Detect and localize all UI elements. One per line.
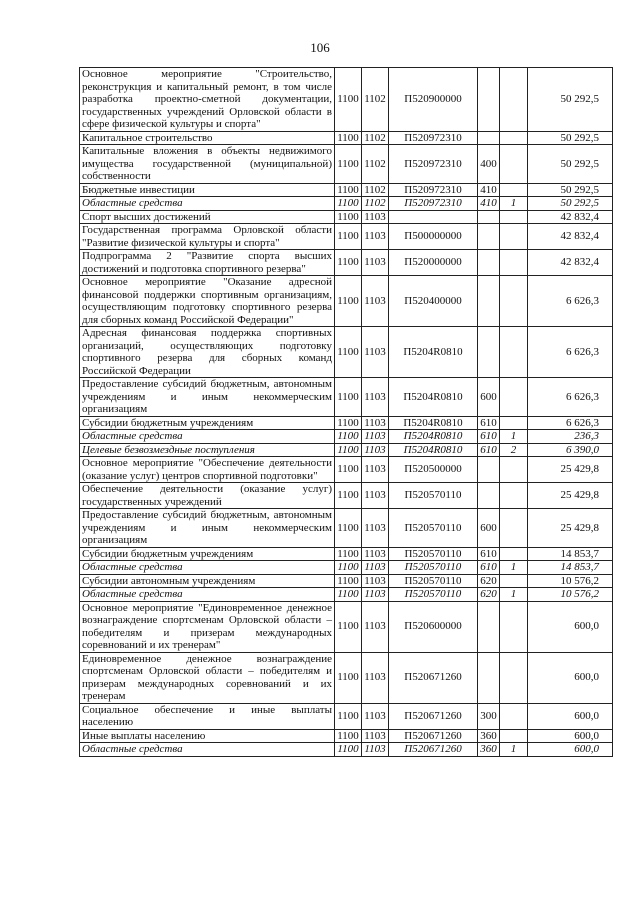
row-name: Государственная программа Орловской области "Развитие физической культуры и спорта" — [80, 224, 335, 250]
table-row — [80, 210, 613, 224]
row-name: Капитальные вложения в объекты недвижимого имущества государственной (муниципальной) собственности — [80, 145, 335, 184]
table-row — [80, 509, 613, 548]
amount: 14 853,7 — [528, 547, 613, 561]
subsection-code: 1103 — [362, 378, 389, 417]
section-code: 1100 — [335, 197, 362, 211]
expense-type-code: 410 — [478, 183, 500, 197]
target-article-code: П520570110 — [389, 561, 478, 575]
section-code: 1100 — [335, 547, 362, 561]
row-name: Основное мероприятие "Обеспечение деятельности (оказание услуг) центров спортивной подготовки" — [80, 457, 335, 483]
subsection-code: 1103 — [362, 703, 389, 729]
subsection-code: 1103 — [362, 210, 389, 224]
funding-source-code: 1 — [500, 430, 528, 444]
expense-type-code — [478, 250, 500, 276]
target-article-code: П520570110 — [389, 547, 478, 561]
amount: 6 626,3 — [528, 416, 613, 430]
expense-type-code — [478, 210, 500, 224]
table-row — [80, 457, 613, 483]
amount: 50 292,5 — [528, 183, 613, 197]
amount: 25 429,8 — [528, 509, 613, 548]
amount: 42 832,4 — [528, 210, 613, 224]
target-article-code: П520671260 — [389, 703, 478, 729]
expense-type-code — [478, 601, 500, 652]
amount: 10 576,2 — [528, 574, 613, 588]
section-code: 1100 — [335, 276, 362, 327]
section-code: 1100 — [335, 588, 362, 602]
table-row — [80, 416, 613, 430]
target-article-code: П520400000 — [389, 276, 478, 327]
section-code: 1100 — [335, 457, 362, 483]
table-row — [80, 561, 613, 575]
funding-source-code — [500, 224, 528, 250]
expense-type-code — [478, 652, 500, 703]
amount: 600,0 — [528, 743, 613, 757]
table-row — [80, 729, 613, 743]
row-name: Капитальное строительство — [80, 131, 335, 145]
section-code: 1100 — [335, 652, 362, 703]
funding-source-code — [500, 547, 528, 561]
expense-type-code: 410 — [478, 197, 500, 211]
amount: 10 576,2 — [528, 588, 613, 602]
expense-type-code: 610 — [478, 561, 500, 575]
table-row — [80, 743, 613, 757]
expense-type-code: 610 — [478, 430, 500, 444]
section-code: 1100 — [335, 443, 362, 457]
amount: 600,0 — [528, 729, 613, 743]
subsection-code: 1102 — [362, 183, 389, 197]
section-code: 1100 — [335, 183, 362, 197]
target-article-code: П520972310 — [389, 131, 478, 145]
subsection-code: 1102 — [362, 68, 389, 132]
expense-type-code: 610 — [478, 547, 500, 561]
subsection-code: 1103 — [362, 224, 389, 250]
expense-type-code: 600 — [478, 509, 500, 548]
subsection-code: 1102 — [362, 131, 389, 145]
funding-source-code — [500, 703, 528, 729]
row-name: Целевые безвозмездные поступления — [80, 443, 335, 457]
funding-source-code — [500, 183, 528, 197]
row-name: Субсидии бюджетным учреждениям — [80, 416, 335, 430]
row-name: Спорт высших достижений — [80, 210, 335, 224]
amount: 6 390,0 — [528, 443, 613, 457]
subsection-code: 1103 — [362, 327, 389, 378]
row-name: Обеспечение деятельности (оказание услуг) государственных учреждений — [80, 483, 335, 509]
subsection-code: 1103 — [362, 430, 389, 444]
subsection-code: 1103 — [362, 276, 389, 327]
target-article-code: П520671260 — [389, 729, 478, 743]
section-code: 1100 — [335, 601, 362, 652]
section-code: 1100 — [335, 416, 362, 430]
subsection-code: 1103 — [362, 601, 389, 652]
amount: 50 292,5 — [528, 197, 613, 211]
subsection-code: 1102 — [362, 197, 389, 211]
expense-type-code: 360 — [478, 743, 500, 757]
section-code: 1100 — [335, 483, 362, 509]
expense-type-code: 360 — [478, 729, 500, 743]
amount: 42 832,4 — [528, 250, 613, 276]
budget-table — [79, 67, 613, 757]
row-name: Областные средства — [80, 430, 335, 444]
funding-source-code — [500, 574, 528, 588]
expense-type-code — [478, 131, 500, 145]
row-name: Основное мероприятие "Единовременное денежное вознаграждение спортсменам Орловской области – победителям и призерам международных соревнований и их тренерам" — [80, 601, 335, 652]
expense-type-code — [478, 276, 500, 327]
amount: 14 853,7 — [528, 561, 613, 575]
target-article-code: П520600000 — [389, 601, 478, 652]
expense-type-code: 610 — [478, 416, 500, 430]
section-code: 1100 — [335, 327, 362, 378]
section-code: 1100 — [335, 224, 362, 250]
expense-type-code: 600 — [478, 378, 500, 417]
funding-source-code: 1 — [500, 197, 528, 211]
row-name: Иные выплаты населению — [80, 729, 335, 743]
row-name: Основное мероприятие "Строительство, реконструкция и капитальный ремонт, в том числе разработка проектно-сметной документации, государственных учреждений Орловской области в сфере физической культуры и спорта" — [80, 68, 335, 132]
table-row — [80, 197, 613, 211]
target-article-code: П520570110 — [389, 588, 478, 602]
row-name: Единовременное денежное вознаграждение спортсменам Орловской области – победителям и призерам международных соревнований и их тренерам — [80, 652, 335, 703]
table-row — [80, 601, 613, 652]
row-name: Областные средства — [80, 197, 335, 211]
row-name: Социальное обеспечение и иные выплаты населению — [80, 703, 335, 729]
subsection-code: 1103 — [362, 416, 389, 430]
row-name: Предоставление субсидий бюджетным, автономным учреждениям и иным некоммерческим организациям — [80, 509, 335, 548]
table-row — [80, 703, 613, 729]
funding-source-code — [500, 416, 528, 430]
table-row — [80, 250, 613, 276]
row-name: Подпрограмма 2 "Развитие спорта высших достижений и подготовка спортивного резерва" — [80, 250, 335, 276]
target-article-code: П5204R0810 — [389, 327, 478, 378]
target-article-code: П520570110 — [389, 483, 478, 509]
table-row — [80, 547, 613, 561]
subsection-code: 1103 — [362, 547, 389, 561]
subsection-code: 1103 — [362, 457, 389, 483]
table-row — [80, 652, 613, 703]
subsection-code: 1103 — [362, 574, 389, 588]
expense-type-code — [478, 224, 500, 250]
target-article-code: П520570110 — [389, 574, 478, 588]
target-article-code: П520570110 — [389, 509, 478, 548]
funding-source-code: 1 — [500, 743, 528, 757]
amount: 50 292,5 — [528, 145, 613, 184]
section-code: 1100 — [335, 703, 362, 729]
subsection-code: 1103 — [362, 729, 389, 743]
amount: 50 292,5 — [528, 131, 613, 145]
table-row — [80, 588, 613, 602]
table-row — [80, 483, 613, 509]
row-name: Субсидии автономным учреждениям — [80, 574, 335, 588]
table-row — [80, 378, 613, 417]
section-code: 1100 — [335, 131, 362, 145]
section-code: 1100 — [335, 743, 362, 757]
expense-type-code: 620 — [478, 588, 500, 602]
subsection-code: 1103 — [362, 483, 389, 509]
target-article-code: П5204R0810 — [389, 416, 478, 430]
amount: 236,3 — [528, 430, 613, 444]
funding-source-code: 1 — [500, 588, 528, 602]
subsection-code: 1103 — [362, 561, 389, 575]
row-name: Областные средства — [80, 743, 335, 757]
expense-type-code — [478, 483, 500, 509]
amount: 600,0 — [528, 601, 613, 652]
expense-type-code — [478, 327, 500, 378]
subsection-code: 1103 — [362, 743, 389, 757]
table-row — [80, 224, 613, 250]
target-article-code: П5204R0810 — [389, 443, 478, 457]
amount: 6 626,3 — [528, 327, 613, 378]
amount: 600,0 — [528, 652, 613, 703]
section-code: 1100 — [335, 145, 362, 184]
section-code: 1100 — [335, 509, 362, 548]
table-row — [80, 145, 613, 184]
amount: 6 626,3 — [528, 378, 613, 417]
row-name: Предоставление субсидий бюджетным, автономным учреждениям и иным некоммерческим организациям — [80, 378, 335, 417]
table-row — [80, 276, 613, 327]
target-article-code: П520500000 — [389, 457, 478, 483]
table-row — [80, 183, 613, 197]
funding-source-code — [500, 378, 528, 417]
row-name: Адресная финансовая поддержка спортивных организаций, осуществляющих подготовку спортивного резерва для сборных команд Российской Федерации — [80, 327, 335, 378]
amount: 50 292,5 — [528, 68, 613, 132]
section-code: 1100 — [335, 729, 362, 743]
target-article-code: П5204R0810 — [389, 430, 478, 444]
expense-type-code: 610 — [478, 443, 500, 457]
expense-type-code: 300 — [478, 703, 500, 729]
section-code: 1100 — [335, 68, 362, 132]
row-name: Основное мероприятие "Оказание адресной финансовой поддержки спортивным организациям, осуществляющим подготовку спортивного резерва для сборных команд Российской Федерации" — [80, 276, 335, 327]
funding-source-code — [500, 210, 528, 224]
target-article-code: П520671260 — [389, 652, 478, 703]
funding-source-code — [500, 276, 528, 327]
funding-source-code — [500, 68, 528, 132]
funding-source-code: 2 — [500, 443, 528, 457]
funding-source-code — [500, 327, 528, 378]
funding-source-code: 1 — [500, 561, 528, 575]
row-name: Областные средства — [80, 588, 335, 602]
amount: 600,0 — [528, 703, 613, 729]
row-name: Субсидии бюджетным учреждениям — [80, 547, 335, 561]
subsection-code: 1102 — [362, 145, 389, 184]
subsection-code: 1103 — [362, 250, 389, 276]
amount: 25 429,8 — [528, 483, 613, 509]
funding-source-code — [500, 729, 528, 743]
amount: 25 429,8 — [528, 457, 613, 483]
subsection-code: 1103 — [362, 652, 389, 703]
funding-source-code — [500, 601, 528, 652]
section-code: 1100 — [335, 210, 362, 224]
table-row — [80, 131, 613, 145]
target-article-code: П520972310 — [389, 197, 478, 211]
funding-source-code — [500, 652, 528, 703]
section-code: 1100 — [335, 574, 362, 588]
funding-source-code — [500, 145, 528, 184]
table-row — [80, 574, 613, 588]
subsection-code: 1103 — [362, 443, 389, 457]
section-code: 1100 — [335, 250, 362, 276]
amount: 42 832,4 — [528, 224, 613, 250]
table-row — [80, 327, 613, 378]
expense-type-code: 620 — [478, 574, 500, 588]
target-article-code — [389, 210, 478, 224]
expense-type-code: 400 — [478, 145, 500, 184]
expense-type-code — [478, 68, 500, 132]
table-body — [80, 68, 613, 757]
amount: 6 626,3 — [528, 276, 613, 327]
funding-source-code — [500, 483, 528, 509]
section-code: 1100 — [335, 561, 362, 575]
target-article-code: П520000000 — [389, 250, 478, 276]
subsection-code: 1103 — [362, 588, 389, 602]
target-article-code: П5204R0810 — [389, 378, 478, 417]
section-code: 1100 — [335, 378, 362, 417]
page-number: 106 — [310, 40, 330, 55]
target-article-code: П520900000 — [389, 68, 478, 132]
target-article-code: П520972310 — [389, 145, 478, 184]
row-name: Бюджетные инвестиции — [80, 183, 335, 197]
target-article-code: П500000000 — [389, 224, 478, 250]
section-code: 1100 — [335, 430, 362, 444]
table-row — [80, 430, 613, 444]
funding-source-code — [500, 457, 528, 483]
subsection-code: 1103 — [362, 509, 389, 548]
target-article-code: П520972310 — [389, 183, 478, 197]
table-row — [80, 443, 613, 457]
funding-source-code — [500, 250, 528, 276]
funding-source-code — [500, 131, 528, 145]
target-article-code: П520671260 — [389, 743, 478, 757]
table-row — [80, 68, 613, 132]
row-name: Областные средства — [80, 561, 335, 575]
expense-type-code — [478, 457, 500, 483]
funding-source-code — [500, 509, 528, 548]
